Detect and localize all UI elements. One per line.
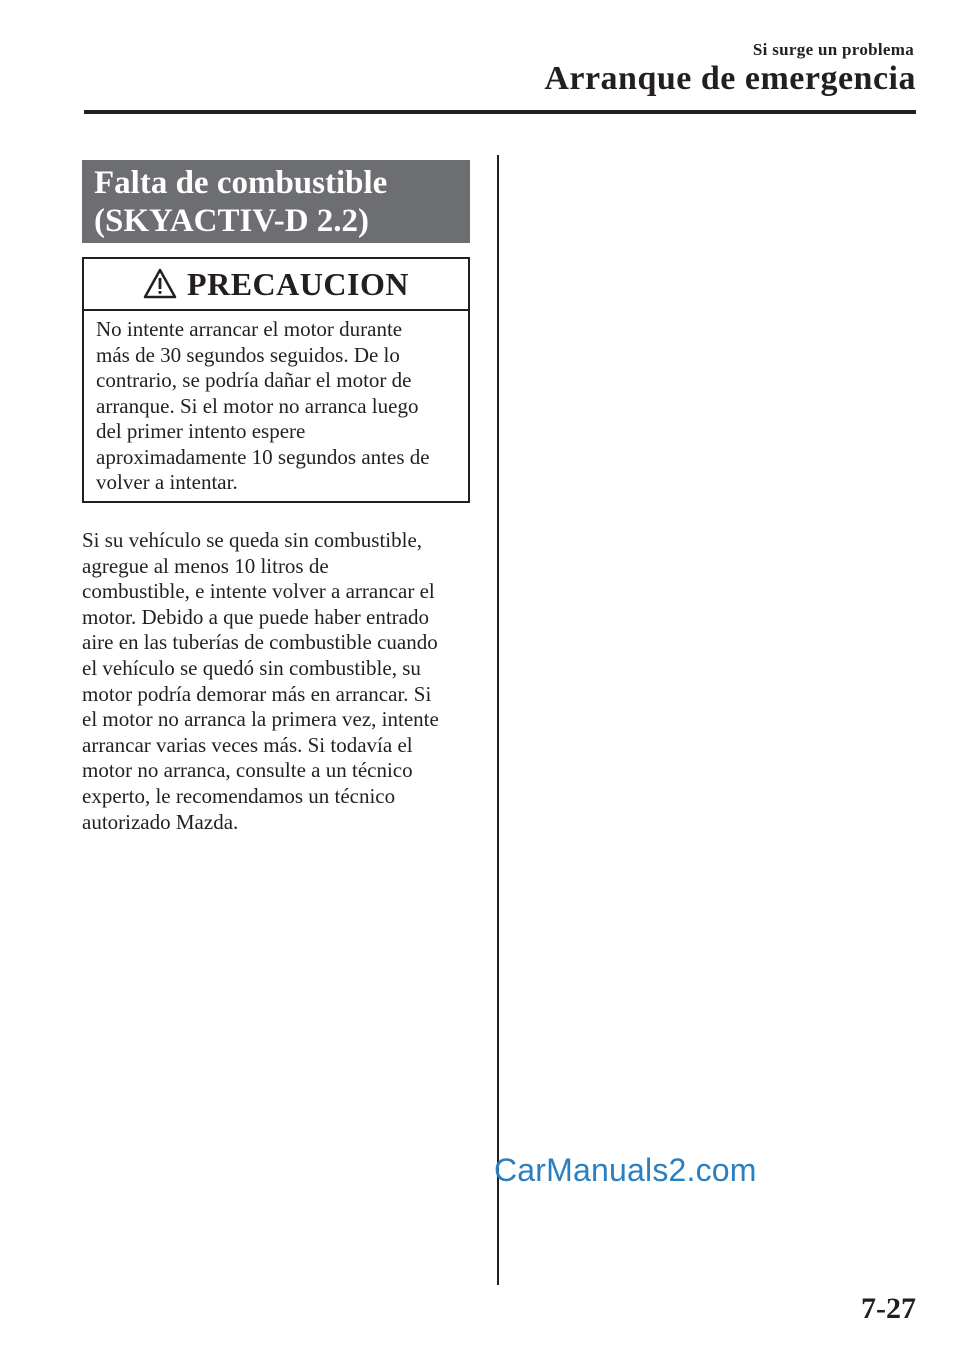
header-rule [84,110,916,114]
section-heading-line-1: Falta de combustible [94,165,388,201]
body-line: motor podría demorar más en arrancar. Si [82,681,432,706]
body-line: el vehículo se quedó sin combustible, su [82,655,421,680]
column-divider [497,155,499,1285]
body-line: arrancar varias veces más. Si todavía el [82,732,413,757]
body-line: experto, le recomendamos un técnico [82,783,396,808]
body-paragraph [82,528,482,835]
watermark-link[interactable]: CarManuals2.com [494,1152,757,1188]
caution-line: contrario, se podría dañar el motor de [96,368,412,392]
caution-label: PRECAUCION [187,265,409,302]
header-section-name: Si surge un problema [752,40,914,59]
body-line: el motor no arranca la primera vez, intente [82,707,439,732]
body-line: Si su vehículo se queda sin combustible, [82,528,423,552]
caution-line: volver a intentar. [96,470,238,494]
body-line: combustible, e intente volver a arrancar el [82,579,435,604]
caution-line: arranque. Si el motor no arranca luego [96,393,419,418]
caution-line: No intente arrancar el motor durante [96,317,403,341]
body-line: autorizado Mazda. [82,809,239,834]
body-line: motor no arranca, consulte a un técnico [82,758,413,783]
caution-line: aproximadamente 10 segundos antes de [96,444,430,469]
body-line: aire en las tuberías de combustible cuando [82,630,438,655]
caution-line: más de 30 segundos seguidos. De lo [96,342,400,367]
warning-triangle-icon [143,268,177,300]
section-heading [82,160,470,243]
caution-text [84,311,468,496]
page-number: 7-27 [861,1292,916,1325]
header-chapter-title: Arranque de emergencia [544,60,916,97]
body-line: motor. Debido a que puede haber entrado [82,604,429,629]
caution-header [84,259,468,311]
section-heading-line-2: (SKYACTIV-D 2.2) [94,203,370,239]
caution-line: del primer intento espere [96,419,306,443]
caution-box [82,257,470,503]
body-line: agregue al menos 10 litros de [82,553,329,578]
